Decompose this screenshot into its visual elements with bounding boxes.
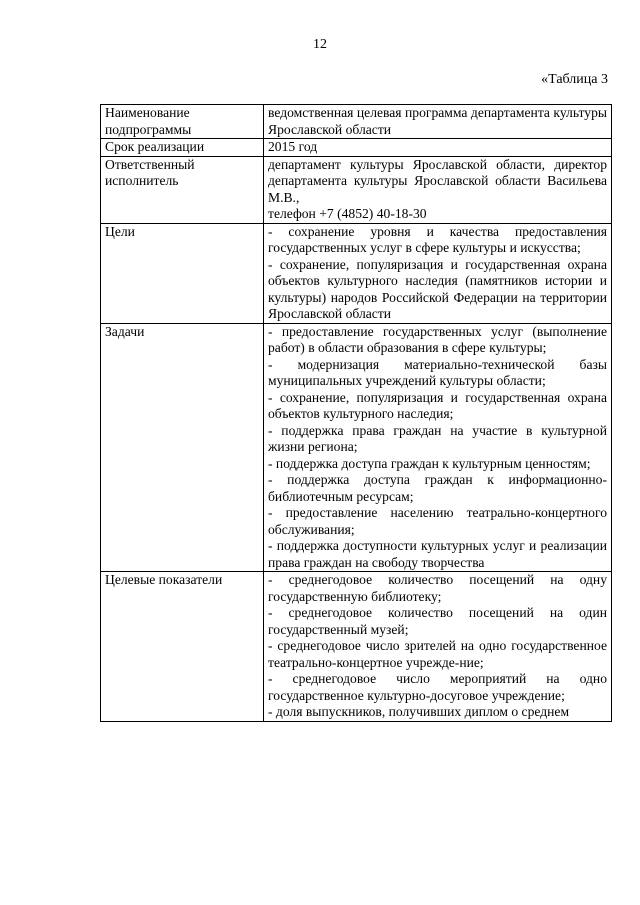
row-value-paragraph: - предоставление населению театрально-концертного обслуживания; — [268, 505, 607, 537]
row-label: Ответственный исполнитель — [101, 156, 264, 223]
table-row — [101, 139, 612, 157]
row-value-paragraph: - сохранение уровня и качества предоставления государственных услуг в сфере культуры и искусства; — [268, 223, 607, 255]
row-value-paragraph: - модернизация материально-технической базы муниципальных учреждений культуры области; — [268, 356, 607, 388]
row-value-paragraph: - поддержка доступа граждан к информационно-библиотечным ресурсам; — [268, 472, 607, 504]
row-label: Целевые показатели — [101, 572, 264, 722]
row-value — [264, 105, 612, 139]
page-number: 12 — [313, 37, 327, 52]
row-value-paragraph: 2015 год — [268, 139, 318, 154]
row-label: Срок реализации — [101, 139, 264, 157]
row-value — [264, 223, 612, 323]
row-value — [264, 323, 612, 572]
row-value-paragraph: - доля выпускников, получивших диплом о среднем — [268, 704, 570, 719]
row-value-paragraph: - среднегодовое число мероприятий на одно государственное культурно-досуговое учреждение; — [268, 671, 607, 703]
subprogram-passport-table — [100, 104, 612, 722]
table-row — [101, 156, 612, 223]
row-label: Наименование подпрограммы — [101, 105, 264, 139]
row-value — [264, 156, 612, 223]
row-value-paragraph: - сохранение, популяризация и государственная охрана объектов культурного наследия; — [268, 389, 607, 421]
row-value-paragraph: - поддержка доступности культурных услуг и реализации права граждан на свободу творчества — [268, 538, 607, 570]
row-label: Задачи — [101, 323, 264, 572]
table-body — [101, 105, 612, 722]
row-value-paragraph: департамент культуры Ярославской области, директор департамента культуры Ярославской области Васильева М.В., — [268, 156, 607, 205]
table-row — [101, 323, 612, 572]
row-value-paragraph: - поддержка права граждан на участие в культурной жизни региона; — [268, 422, 607, 454]
row-value-paragraph: - поддержка доступа граждан к культурным ценностям; — [268, 455, 591, 471]
row-value-paragraph: - среднегодовое количество посещений на один государственный музей; — [268, 605, 607, 637]
row-label: Цели — [101, 223, 264, 323]
row-value-paragraph: - среднегодовое число зрителей на одно государственное театрально-концертное учрежде-ние; — [268, 638, 607, 670]
row-value — [264, 139, 612, 157]
table-caption: «Таблица 3 — [541, 72, 608, 87]
row-value-paragraph: - среднегодовое количество посещений на одну государственную библиотеку; — [268, 572, 607, 604]
row-value-paragraph: - сохранение, популяризация и государственная охрана объектов культурного наследия (памятников истории и культуры) народов Российской Федерации на территории Ярославской области — [268, 256, 607, 321]
row-value — [264, 572, 612, 722]
table-row — [101, 572, 612, 722]
table-row — [101, 223, 612, 323]
row-value-paragraph: ведомственная целевая программа департамента культуры Ярославской области — [268, 105, 607, 137]
row-value-paragraph: - предоставление государственных услуг (выполнение работ) в области образования в сфере культуры; — [268, 323, 607, 355]
row-value-paragraph: телефон +7 (4852) 40-18-30 — [268, 206, 427, 221]
table-row — [101, 105, 612, 139]
